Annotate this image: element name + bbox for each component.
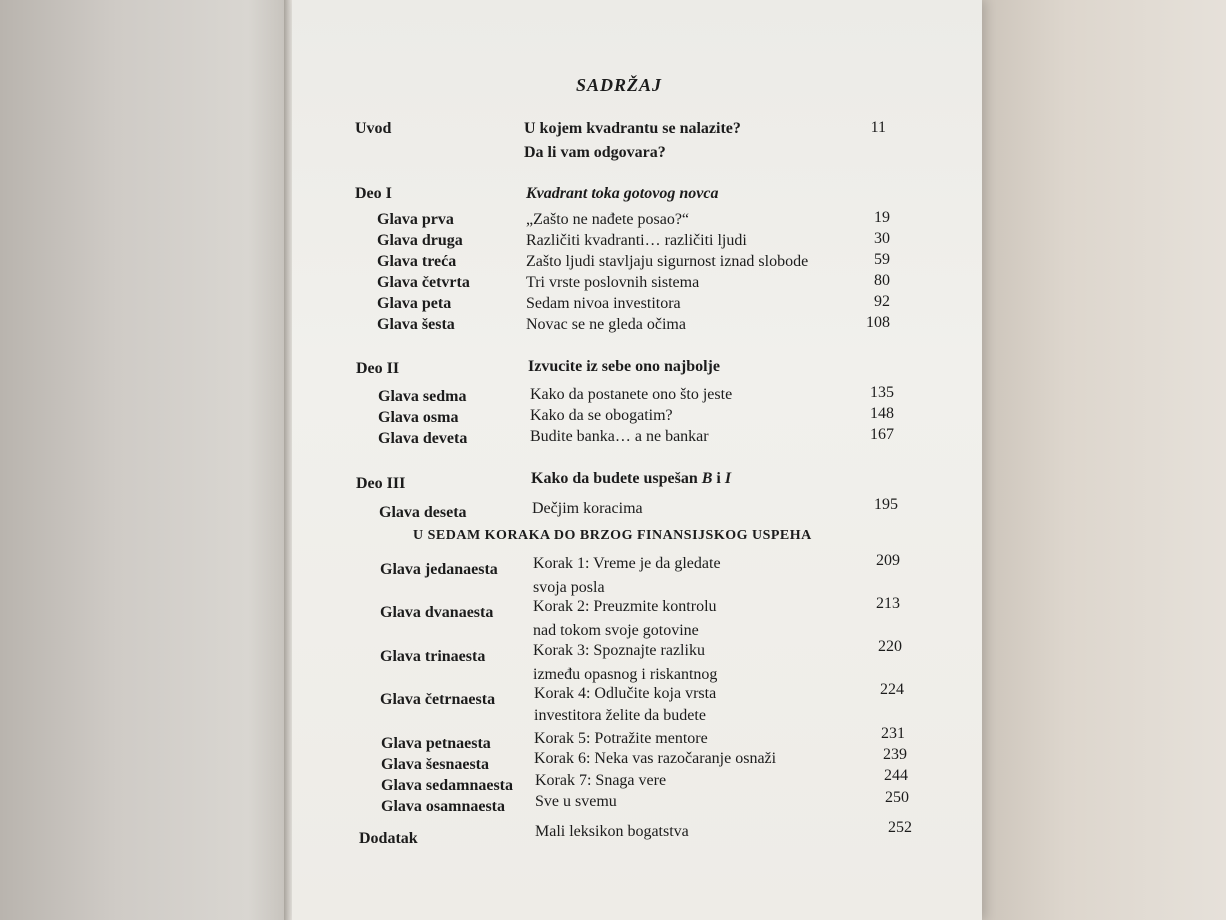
chapter-label: Glava šesta — [377, 316, 455, 333]
chapter-label: Glava sedma — [378, 388, 467, 405]
section-heading: U SEDAM KORAKA DO BRZOG FINANSIJSKOG USPEHA — [413, 528, 812, 543]
deo3-title-i: I — [724, 470, 732, 487]
chapter-label: Glava druga — [377, 232, 463, 249]
chapter-title: Tri vrste poslovnih sistema — [526, 274, 700, 291]
chapter-label: Glava osma — [378, 409, 459, 426]
chapter-title-line1: Sve u svemu — [535, 793, 617, 810]
chapter-title-line1: Korak 6: Neka vas razočaranje osnaži — [534, 750, 777, 767]
chapter-page: 244 — [884, 767, 908, 784]
chapter-label: Glava treća — [377, 253, 457, 270]
chapter-title: Sedam nivoa investitora — [526, 295, 681, 312]
chapter-page: 148 — [870, 405, 894, 422]
chapter-title-line1: Korak 4: Odlučite koja vrsta — [534, 685, 717, 702]
chapter-title: Budite banka… a ne bankar — [530, 428, 709, 445]
chapter-title-line2: investitora želite da budete — [534, 707, 706, 724]
chapter-title-line1: Korak 7: Snaga vere — [535, 772, 667, 789]
deo3-label: Deo III — [356, 475, 406, 492]
chapter-label: Glava četrnaesta — [380, 691, 496, 708]
deo2-label: Deo II — [356, 360, 400, 377]
chapter-page: 167 — [870, 426, 894, 443]
deo2-title: Izvucite iz sebe ono najbolje — [528, 358, 720, 375]
page-title: SADRŽAJ — [576, 75, 663, 95]
chapter-page: 59 — [874, 251, 890, 268]
chapter-label: Glava četvrta — [377, 274, 470, 291]
chapter-label: Glava peta — [377, 295, 452, 312]
chapter-title: „Zašto ne nađete posao?“ — [526, 211, 690, 228]
chapter-label: Glava jedanaesta — [380, 561, 498, 578]
deo3-title — [531, 470, 731, 488]
chapter-label: Glava sedamnaesta — [381, 777, 513, 794]
chapter-page: 209 — [876, 552, 900, 569]
chapter-title-line2: između opasnog i riskantnog — [533, 666, 718, 683]
deo3-title-b: B — [701, 470, 713, 487]
chapter-title-line2: svoja posla — [533, 579, 605, 596]
table-surface — [960, 0, 1226, 920]
chapter-title: Različiti kvadranti… različiti ljudi — [526, 232, 747, 249]
chapter-label: Glava deseta — [379, 504, 467, 521]
uvod-title-line2: Da li vam odgovara? — [524, 144, 666, 161]
chapter-page: 30 — [874, 230, 890, 247]
chapter-page: 220 — [878, 638, 902, 655]
chapter-page: 135 — [870, 384, 894, 401]
chapter-title: Novac se ne gleda očima — [526, 316, 686, 333]
chapter-title-line1: Korak 1: Vreme je da gledate — [533, 555, 721, 572]
chapter-title-line1: Korak 2: Preuzmite kontrolu — [533, 598, 717, 615]
dodatak-page: 252 — [888, 819, 912, 836]
chapter-label: Glava trinaesta — [380, 648, 486, 665]
chapter-label: Glava petnaesta — [381, 735, 491, 752]
left-page — [0, 0, 292, 920]
chapter-page: 108 — [866, 314, 890, 331]
chapter-title: Kako da postanete ono što jeste — [530, 386, 733, 403]
dodatak-label: Dodatak — [359, 830, 418, 847]
chapter-label: Glava osamnaesta — [381, 798, 505, 815]
deo1-label: Deo I — [355, 185, 392, 202]
chapter-label: Glava šesnaesta — [381, 756, 489, 773]
chapter-title-line2: nad tokom svoje gotovine — [533, 622, 699, 639]
chapter-page: 239 — [883, 746, 907, 763]
chapter-page: 250 — [885, 789, 909, 806]
chapter-title: Kako da se obogatim? — [530, 407, 673, 424]
uvod-page: 11 — [870, 119, 886, 136]
chapter-title-line1: Korak 3: Spoznajte razliku — [533, 642, 705, 659]
chapter-label: Glava deveta — [378, 430, 468, 447]
dodatak-title: Mali leksikon bogatstva — [535, 823, 689, 840]
deo3-title-and: i — [716, 470, 721, 487]
chapter-page: 224 — [880, 681, 904, 698]
chapter-title: Zašto ljudi stavljaju sigurnost iznad slobode — [526, 253, 809, 270]
chapter-page: 92 — [874, 293, 890, 310]
toc-page — [292, 0, 982, 920]
chapter-title: Dečjim koracima — [532, 500, 643, 517]
chapter-label: Glava dvanaesta — [380, 604, 494, 621]
deo3-title-prefix: Kako da budete uspešan — [531, 470, 698, 487]
chapter-page: 231 — [881, 725, 905, 742]
chapter-page: 80 — [874, 272, 890, 289]
chapter-title-line1: Korak 5: Potražite mentore — [534, 730, 708, 747]
chapter-page: 195 — [874, 496, 898, 513]
chapter-page: 213 — [876, 595, 900, 612]
chapter-page: 19 — [874, 209, 890, 226]
deo1-title: Kvadrant toka gotovog novca — [526, 185, 719, 202]
uvod-label: Uvod — [355, 120, 392, 137]
uvod-title-line1: U kojem kvadrantu se nalazite? — [524, 120, 741, 137]
chapter-label: Glava prva — [377, 211, 454, 228]
